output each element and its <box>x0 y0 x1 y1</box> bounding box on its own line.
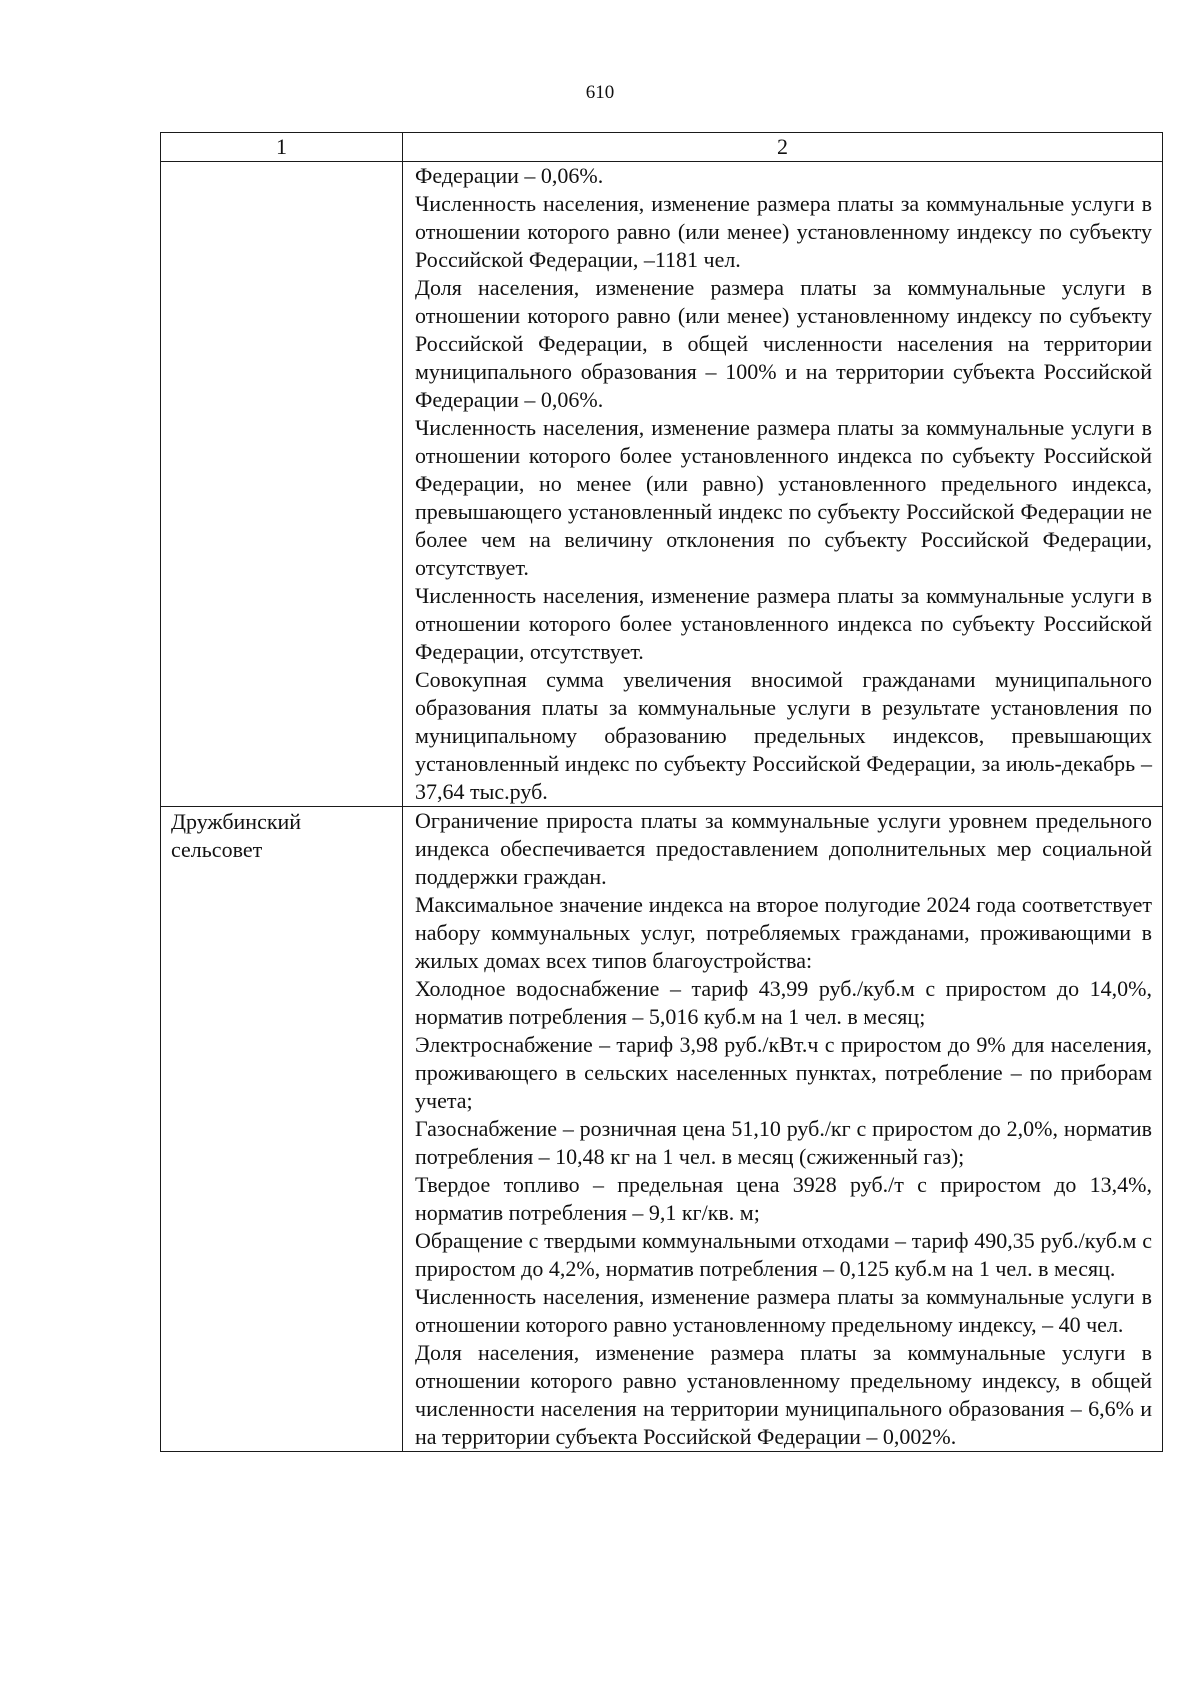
paragraph: Доля населения, изменение размера платы за коммунальные услуги в отношении которого равно (или менее) установленному индексу по субъекту Российской Федерации, в общей численности населения на территории муниципального образования – 100% и на территории субъекта Российской Федерации – 0,06%. <box>415 275 1152 412</box>
column-header-2: 2 <box>403 133 1163 162</box>
paragraph: Численность населения, изменение размера платы за коммунальные услуги в отношении которого равно (или менее) установленному индексу по субъекту Российской Федерации, –1181 чел. <box>415 191 1152 272</box>
paragraph: Численность населения, изменение размера платы за коммунальные услуги в отношении которого более установленного индекса по субъекту Российской Федерации, но менее (или равно) установленного предельного индекса, превышающего установленный индекс по субъекту Российской Федерации не более чем на величину отклонения по субъекту Российской Федерации, отсутствует. <box>415 415 1152 580</box>
municipality-table <box>160 132 1163 1452</box>
paragraph: Совокупная сумма увеличения вносимой гражданами муниципального образования платы за коммунальные услуги в результате установления по муниципальному образованию предельных индексов, превышающих установленный индекс по субъекту Российской Федерации, за июль-декабрь – 37,64 тыс.руб. <box>415 667 1152 804</box>
paragraph: Численность населения, изменение размера платы за коммунальные услуги в отношении которого более установленного индекса по субъекту Российской Федерации, отсутствует. <box>415 583 1152 664</box>
paragraph: Холодное водоснабжение – тариф 43,99 руб./куб.м с приростом до 14,0%, норматив потребления – 5,016 куб.м на 1 чел. в месяц; <box>415 976 1152 1029</box>
column-header-1: 1 <box>161 133 403 162</box>
paragraph: Твердое топливо – предельная цена 3928 руб./т с приростом до 13,4%, норматив потребления – 9,1 кг/кв. м; <box>415 1172 1152 1225</box>
paragraph: Электроснабжение – тариф 3,98 руб./кВт.ч с приростом до 9% для населения, проживающего в сельских населенных пунктах, потребление – по приборам учета; <box>415 1032 1152 1113</box>
paragraph: Ограничение прироста платы за коммунальные услуги уровнем предельного индекса обеспечивается предоставлением дополнительных мер социальной поддержки граждан. <box>415 808 1152 889</box>
description-cell <box>403 162 1163 807</box>
table-header-row <box>161 133 1163 162</box>
table-row <box>161 162 1163 807</box>
paragraph: Численность населения, изменение размера платы за коммунальные услуги в отношении которого равно установленному предельному индексу, – 40 чел. <box>415 1284 1152 1337</box>
paragraph: Федерации – 0,06%. <box>415 163 604 188</box>
table-row <box>161 807 1163 1452</box>
paragraph: Газоснабжение – розничная цена 51,10 руб./кг с приростом до 2,0%, норматив потребления – 10,48 кг на 1 чел. в месяц (сжиженный газ); <box>415 1116 1152 1169</box>
page-number: 610 <box>585 82 615 103</box>
paragraph: Обращение с твердыми коммунальными отходами – тариф 490,35 руб./куб.м с приростом до 4,2%, норматив потребления – 0,125 куб.м на 1 чел. в месяц. <box>415 1228 1152 1281</box>
municipality-name-cell: Дружбинский сельсовет <box>161 807 403 1452</box>
paragraph: Максимальное значение индекса на второе полугодие 2024 года соответствует набору коммунальных услуг, потребляемых гражданами, проживающими в жилых домах всех типов благоустройства: <box>415 892 1152 973</box>
description-cell <box>403 807 1163 1452</box>
municipality-name-cell <box>161 162 403 807</box>
paragraph: Доля населения, изменение размера платы за коммунальные услуги в отношении которого равно установленному предельному индексу, в общей численности населения на территории муниципального образования – 6,6% и на территории субъекта Российской Федерации – 0,002%. <box>415 1340 1152 1449</box>
